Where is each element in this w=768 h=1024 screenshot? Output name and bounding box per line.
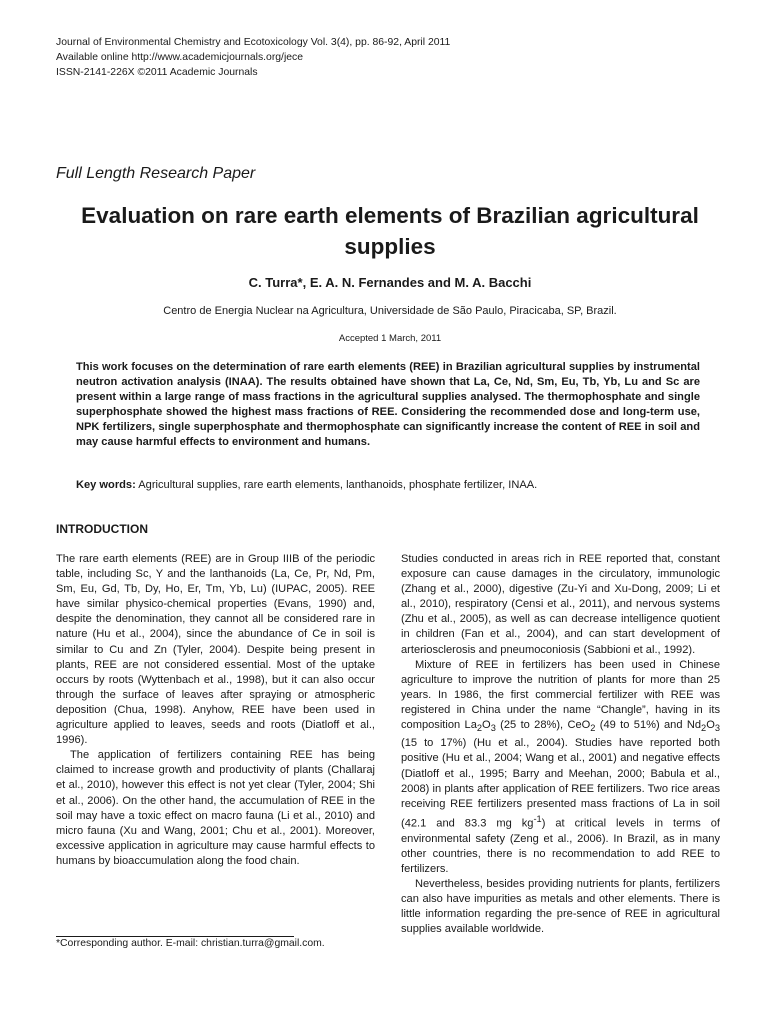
keywords xyxy=(76,478,700,493)
body-paragraph: The rare earth elements (REE) are in Group IIIB of the periodic table, including Sc, Y and the lanthanoids (La, Ce, Pr, Nd, Pm, Sm, Eu, Gd, Tb, Dy, Ho, Er, Tm, Yb, Lu) (IUPAC, 2005). REE have similar physico-chemical properties (Evans, 1990) and, despite the denomination, they cannot all be considered rare in nature (Hu et al., 2004), since the abundance of Ce in soil is similar to Cu and Zn (Tyler, 2004). Despite being present in plants, REE are not considered essential. Most of the uptake occurs by roots (Wyttenbach et al., 1998), but it can also occur through the surface of leaves after spraying or atmospheric deposition (Chua, 1998). Anyhow, REE have been used in agriculture applied to leaves, seeds and roots (Diatloff et al., 1996). xyxy=(56,553,375,747)
abstract: This work focuses on the determination of rare earth elements (REE) in Brazilian agricultural supplies by instrumental neutron activation analysis (INAA). The results obtained have shown that La, Ce, Nd, Sm, Eu, Tb, Yb, Lu and Sc are present within a large range of mass fractions in the agricultural supplies analysed. The thermophosphate and single superphosphate showed the highest mass fractions of REE. Considering the recommended dose and long-term use, NPK fertilizers, single superphosphate and thermophosphate can significantly increase the content of REE in soil and may cause harmful effects to environment and humans. xyxy=(76,361,700,448)
paper-authors: C. Turra*, E. A. N. Fernandes and M. A. Bacchi xyxy=(248,275,532,290)
body-paragraph: The application of fertilizers containing REE has being claimed to increase growth and productivity of plants (Challaraj et al., 2010), however this effect is not yet clear (Tyler, 2004; Shi et al., 2006). On the other hand, the accumulation of REE in the soil may have a toxic effect on macro fauna (Li et al., 2010) and micro fauna (Xu and Wang, 2001; Chu et al., 2001). Moreover, excessive application in agriculture may cause harmful effects to humans by bioaccumulation along the food chain. xyxy=(56,749,375,867)
left-column xyxy=(56,552,375,869)
keywords-text: Agricultural supplies, rare earth elements, lanthanoids, phosphate fertilizer, INAA. xyxy=(138,479,538,491)
accepted-date: Accepted 1 March, 2011 xyxy=(338,333,442,344)
body-paragraph: Mixture of REE in fertilizers has been used in Chinese agriculture to improve the nutrition of plants for more than 25 years. In 1986, the first commercial fertilizer with REE was registered in China under the name “Changle”, having in its composition $La_2O_3$ (25 to 28%), CeO$_2$ (49 to 51%) and $Nd_2O_3$ (15 to 17%) (Hu et al., 2004). Studies have reported both positive (Hu et al., 2004; Wang et al., 2001) and negative effects (Diatloff et al., 1995; Barry and Meehan, 2000; Babula et al., 2008) in plants after application of REE fertilizers. Two rice areas receiving REE fertilizers presented mass fractions of La in soil (42.1 and 83.3 mg $kg^{-1}$) at critical levels in terms of environmental safety (Zeng et al., 2006). In Brazil, as in many other countries, there is no recommendation to add REE to fertilizers. xyxy=(401,658,720,875)
author-affiliation: Centro de Energia Nuclear na Agricultura, Universidade de São Paulo, Piracicaba, SP, Brazil. xyxy=(163,305,617,317)
right-column xyxy=(401,552,720,937)
journal-issn-line: ISSN-2141-226X ©2011 Academic Journals xyxy=(56,67,258,78)
paper-type: Full Length Research Paper xyxy=(56,165,256,182)
body-paragraph: Nevertheless, besides providing nutrients for plants, fertilizers can also have impurities as metals and other elements. There is little information regarding the pre-sence of REE in agricultural supplies available worldwide. xyxy=(401,877,720,936)
section-heading-introduction: INTRODUCTION xyxy=(56,522,148,536)
journal-citation-line: Journal of Environmental Chemistry and Ecotoxicology Vol. 3(4), pp. 86-92, April 2011 xyxy=(56,37,451,48)
footnote-divider xyxy=(56,936,294,937)
journal-online-line: Available online http://www.academicjournals.org/jece xyxy=(56,52,304,63)
journal-header xyxy=(56,35,450,80)
paper-title: Evaluation on rare earth elements of Brazilian agricultural supplies xyxy=(81,203,699,259)
body-paragraph: Studies conducted in areas rich in REE reported that, constant exposure can cause damages in the circulatory, immunologic (Zhang et al., 2000), digestive (Zu-Yi and Xu-Dong, 2009; Li et al., 2010), respiratory (Censi et al., 2011), and nervous systems (Zhu et al., 2005), as well as can decrease intelligence quotient in children (Fan et al., 2004), and can start development of arteriosclerosis and pneumoconiosis (Sabbioni et al., 1992). xyxy=(401,553,720,656)
keywords-label: Key words: xyxy=(76,479,136,491)
corresponding-author-footnote: *Corresponding author. E-mail: christian.turra@gmail.com. xyxy=(56,938,325,949)
